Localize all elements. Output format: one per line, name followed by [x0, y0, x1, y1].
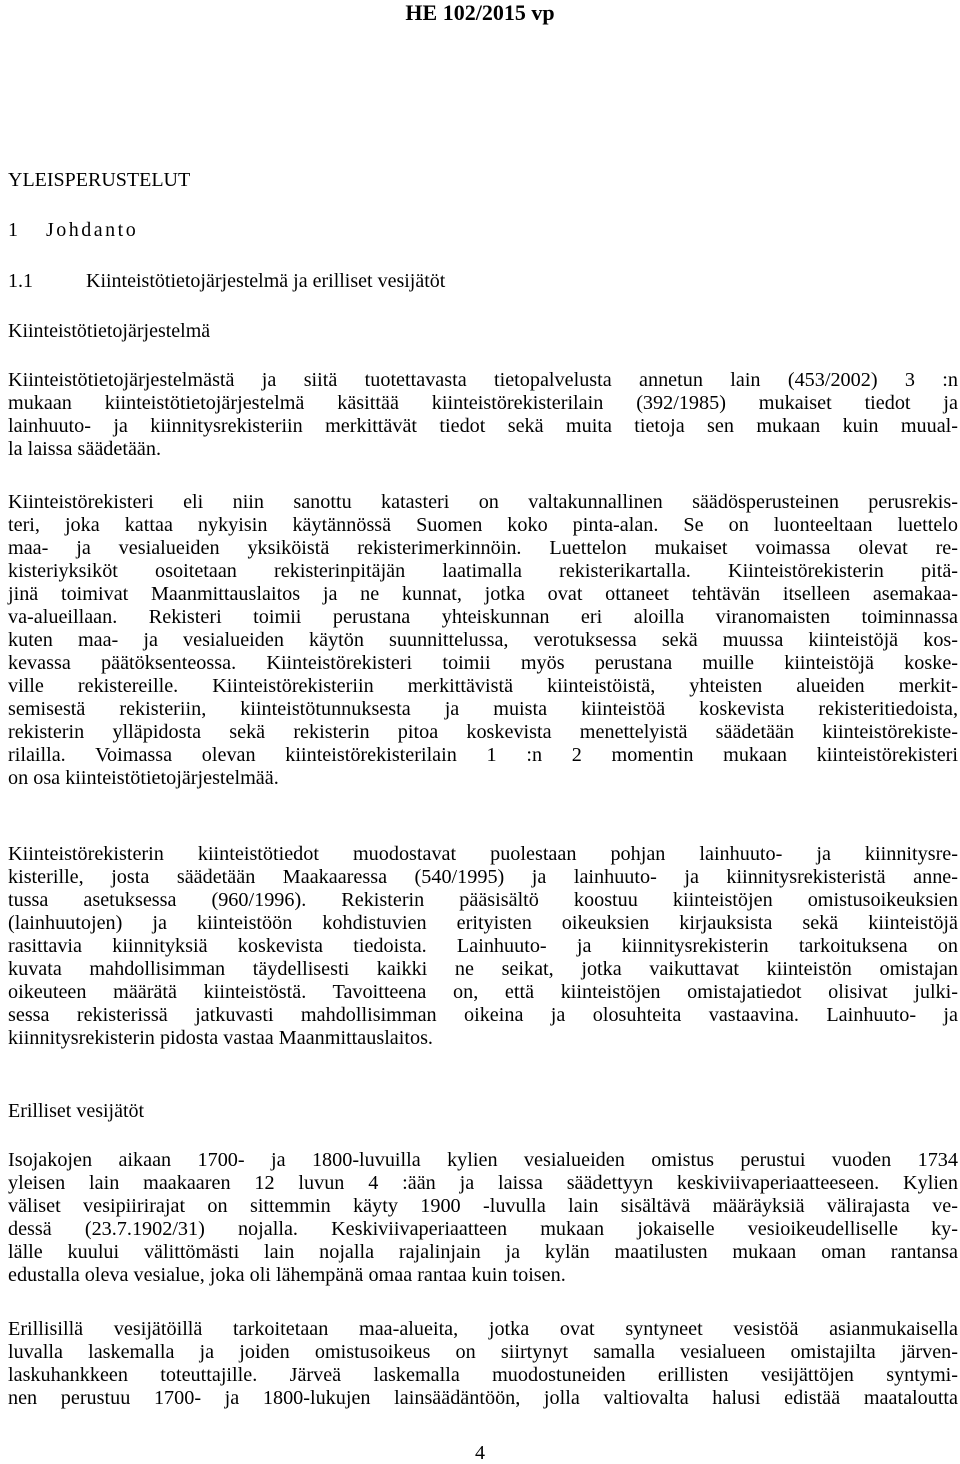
subsection-heading	[8, 269, 445, 293]
paragraph-5	[8, 1318, 958, 1410]
text-line: väliset vesipiirirajat on sittemmin käyty 1900 -luvulla lain sisältävä määräyksiä välirajasta ve-	[8, 1195, 958, 1217]
section-heading	[8, 218, 138, 242]
text-line: tussa asetuksessa (960/1996). Rekisterin pääsisältö koostuu kiinteistöjen omistusoikeuksien	[8, 889, 958, 911]
paragraph-4	[8, 1149, 958, 1287]
text-line: kisteriyksiköt osoitetaan rekisterinpitäjän laatimalla rekisterikartalla. Kiinteistörekisterin pitä-	[8, 560, 958, 582]
text-line: dessä (23.7.1902/31) nojalla. Keskiviivaperiaatteen mukaan jokaiselle vesioikeudelliselle ky-	[8, 1218, 958, 1240]
text-line: mukaan kiinteistötietojärjestelmä käsittää kiinteistörekisterilain (392/1985) mukaiset tiedot ja	[8, 392, 958, 414]
text-line: luvalla laskemalla ja joiden omistusoikeus on siirtynyt samalla vesialueen omistajilta järven-	[8, 1341, 958, 1363]
text-line: lainhuuto- ja kiinnitysrekisteriin merkittävät tiedot sekä muita tietoja sen mukaan kuin muual-	[8, 415, 958, 437]
main-heading: YLEISPERUSTELUT	[8, 169, 191, 191]
page-number: 4	[475, 1442, 485, 1464]
text-line: laskuhankkeen toteuttajille. Järveä laskemalla muodostuneiden erillisten vesijättöjen syntymi-	[8, 1364, 958, 1386]
document-id: HE 102/2015 vp	[405, 0, 555, 25]
text-line: maa- ja vesialueiden yksiköistä rekisterimerkinnöin. Luettelon mukaiset voimassa olevat re-	[8, 537, 958, 559]
section-title: Johdanto	[46, 219, 139, 241]
text-line: semisestä rekisteriin, kiinteistötunnuksesta ja muista kiinteistöä koskevista rekisteritiedoista,	[8, 698, 958, 720]
text-line: rilailla. Voimassa olevan kiinteistörekisterilain 1 :n 2 momentin mukaan kiinteistörekisteri	[8, 744, 958, 766]
text-line: oikeuteen määrätä kiinteistöstä. Tavoitteena on, että kiinteistöjen omistajatiedot olisivat julki-	[8, 981, 958, 1003]
text-line: Kiinteistörekisteri eli niin sanottu katasteri on valtakunnallinen säädösperusteinen perusrekis-	[8, 491, 958, 513]
paragraph-2	[8, 491, 958, 790]
text-line: Isojakojen aikaan 1700- ja 1800-luvuilla kylien vesialueiden omistus perustui vuoden 1734	[8, 1149, 958, 1171]
text-line: Kiinteistörekisterin kiinteistötiedot muodostavat puolestaan pohjan lainhuuto- ja kiinnitysre-	[8, 843, 958, 865]
text-line: la laissa säädetään.	[8, 438, 162, 460]
text-line: kiinnitysrekisterin pidosta vastaa Maanmittauslaitos.	[8, 1027, 433, 1049]
text-line: kuvata mahdollisimman täydellisesti kaikki ne seikat, jotka vaikuttavat kiinteistön omistajan	[8, 958, 958, 980]
text-line: teri, joka kattaa nykyisin käytännössä Suomen koko pinta-alan. Se on luonteeltaan luettelo	[8, 514, 958, 536]
text-line: edustalla oleva vesialue, joka oli lähempänä omaa rantaa kuin toisen.	[8, 1264, 566, 1286]
text-line: sessa rekisterissä jatkuvasti mahdollisimman oikeina ja olosuhteita vastaavina. Lainhuuto- ja	[8, 1004, 958, 1026]
text-line: on osa kiinteistötietojärjestelmää.	[8, 767, 279, 789]
paragraph-3	[8, 843, 958, 1050]
text-line: kuten maa- ja vesialueiden käytön suunnittelussa, verotuksessa sekä muussa kiinteistöjä kos-	[8, 629, 958, 651]
text-line: yleisen lain maakaaren 12 luvun 4 :ään ja laissa säädettyyn keskiviivaperiaatteeseen. Kylien	[8, 1172, 958, 1194]
paragraph-1	[8, 369, 958, 461]
subsection-title: Kiinteistötietojärjestelmä ja erilliset vesijätöt	[86, 270, 446, 292]
text-line: rekisterin ylläpidosta sekä rekisterin pitoa koskevista menettelyistä säädetään kiinteistörekiste-	[8, 721, 958, 743]
text-line: (lainhuutojen) ja kiinteistöön kohdistuvien erityisten oikeuksien kirjauksista sekä kiinteistöjä	[8, 912, 958, 934]
subsection-number: 1.1	[8, 270, 33, 292]
section-number: 1	[8, 219, 18, 241]
text-line: jinä toimivat Maanmittauslaitos ja ne kunnat, jotka ovat ottaneet tehtävän itselleen asemakaa-	[8, 583, 958, 605]
text-line: kevassa päätöksenteossa. Kiinteistörekisteri toimii myös perustana muille kiinteistöjä koske-	[8, 652, 958, 674]
text-line: nen perustuu 1700- ja 1800-lukujen lainsäädäntöön, jolla valtiovalta halusi edistää maataloutta	[8, 1387, 958, 1409]
text-line: va-alueillaan. Rekisteri toimii perustana yhteiskunnan eri aloilla viranomaisten toiminnassa	[8, 606, 958, 628]
topic-heading-kiinteistotietojarjestelma: Kiinteistötietojärjestelmä	[8, 320, 211, 342]
text-line: ville rekistereille. Kiinteistörekisteriin merkittävistä kiinteistöistä, yhteisten alueiden merkit-	[8, 675, 958, 697]
text-line: Erillisillä vesijätöillä tarkoitetaan maa-alueita, jotka ovat syntyneet vesistöä asianmukaisella	[8, 1318, 958, 1340]
text-line: Kiinteistötietojärjestelmästä ja siitä tuotettavasta tietopalvelusta annetun lain (453/2002) 3 :n	[8, 369, 958, 391]
text-line: rasittavia kiinnityksiä koskevista tiedoista. Lainhuuto- ja kiinnitysrekisterin tarkoituksena on	[8, 935, 958, 957]
topic-heading-erilliset-vesijatot: Erilliset vesijätöt	[8, 1100, 145, 1122]
text-line: lälle kuului välittömästi lain nojalla rajalinjain ja kylän maatilusten mukaan oman rantansa	[8, 1241, 958, 1263]
text-line: kisterille, josta säädetään Maakaaressa (540/1995) ja lainhuuto- ja kiinnitysrekisteristä anne-	[8, 866, 958, 888]
